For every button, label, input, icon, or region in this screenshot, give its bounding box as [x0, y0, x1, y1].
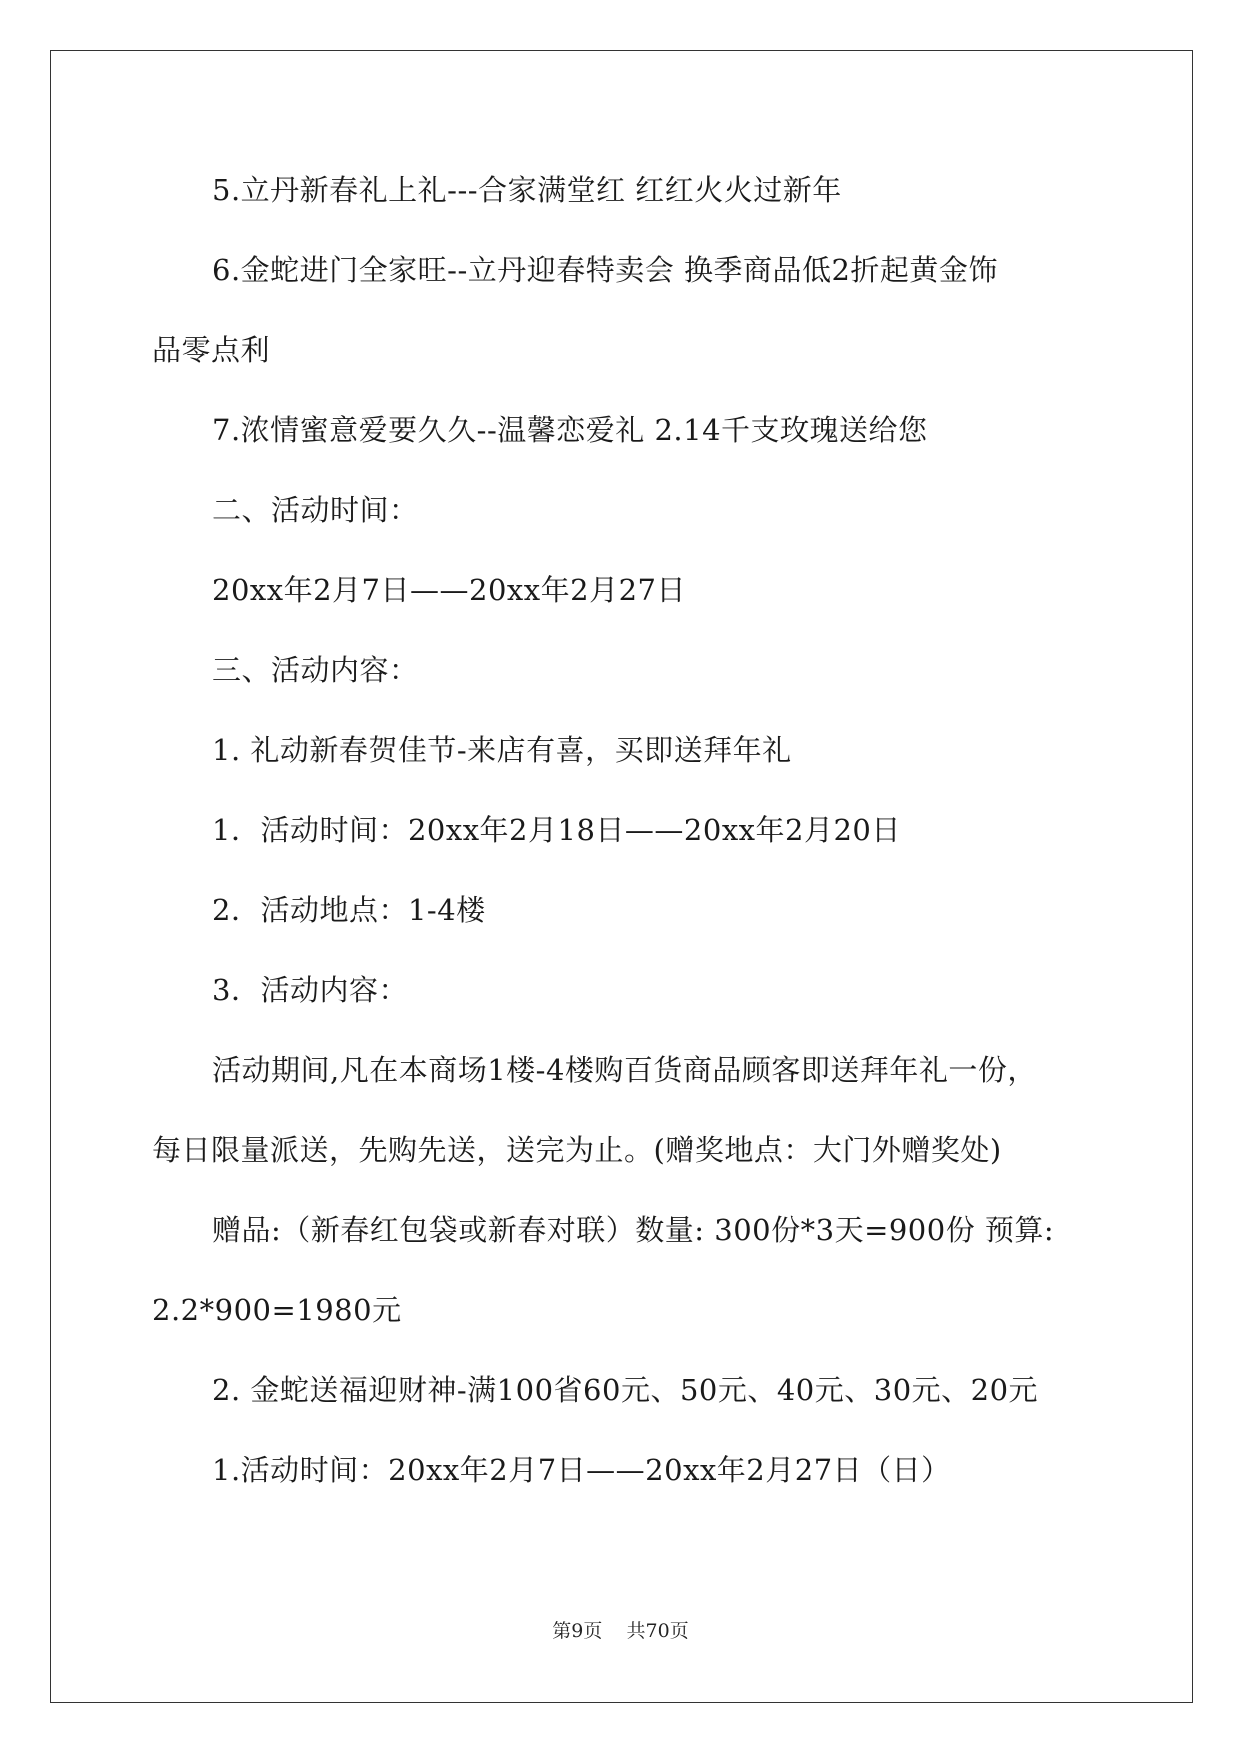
text-line: 1．活动时间：20xx年2月18日——20xx年2月20日 [212, 813, 901, 847]
text-line: 活动期间,凡在本商场1楼-4楼购百货商品顾客即送拜年礼一份， [212, 1053, 1037, 1087]
text-line: 赠品:（新春红包袋或新春对联）数量: 300份*3天=900份 预算: [212, 1213, 1055, 1247]
text-line: 5.立丹新春礼上礼---合家满堂红 红红火火过新年 [212, 173, 842, 207]
text-line: 每日限量派送，先购先送，送完为止。(赠奖地点：大门外赠奖处) [152, 1133, 1002, 1167]
page-footer [0, 1619, 1241, 1643]
text-line: 7.浓情蜜意爱要久久--温馨恋爱礼 2.14千支玫瑰送给您 [212, 413, 928, 447]
page-number: 第9页 [552, 1620, 603, 1642]
text-line: 1.活动时间：20xx年2月7日——20xx年2月27日（日） [212, 1453, 951, 1487]
text-line: 2. 金蛇送福迎财神-满100省60元、50元、40元、30元、20元 [212, 1373, 1039, 1407]
text-line: 2.2*900=1980元 [152, 1293, 402, 1327]
section-heading: 二、活动时间： [212, 493, 419, 527]
text-line: 6.金蛇进门全家旺--立丹迎春特卖会 换季商品低2折起黄金饰 [212, 253, 998, 287]
text-line: 2．活动地点：1-4楼 [212, 893, 486, 927]
section-heading: 三、活动内容： [212, 653, 419, 687]
text-line: 1. 礼动新春贺佳节-来店有喜，买即送拜年礼 [212, 733, 792, 767]
text-line: 品零点利 [152, 333, 271, 367]
text-line: 3．活动内容： [212, 973, 408, 1007]
text-line: 20xx年2月7日——20xx年2月27日 [212, 573, 686, 607]
page-total: 共70页 [626, 1620, 689, 1642]
